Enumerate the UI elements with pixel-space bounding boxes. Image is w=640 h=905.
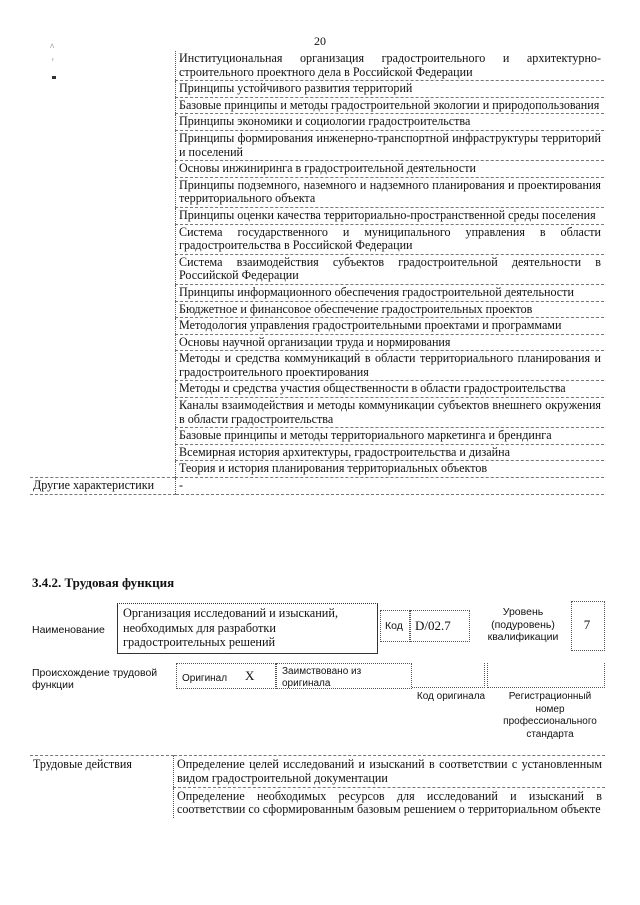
knowledge-left-cell bbox=[30, 381, 176, 398]
knowledge-row bbox=[30, 114, 604, 131]
knowledge-item: Базовые принципы и методы градостроительной экологии и природопользования bbox=[176, 97, 605, 114]
scan-mark: ^ bbox=[50, 42, 55, 52]
knowledge-left-cell bbox=[30, 461, 176, 478]
labor-actions-table bbox=[30, 755, 605, 818]
knowledge-row bbox=[30, 301, 604, 318]
reg-number-label: Регистрационный номер профессионального стандарта bbox=[503, 691, 597, 740]
code-label: Код bbox=[385, 620, 403, 632]
knowledge-left-cell bbox=[30, 161, 176, 178]
knowledge-item: Основы научной организации труда и нормирования bbox=[176, 334, 605, 351]
knowledge-row bbox=[30, 177, 604, 207]
labor-action-row bbox=[30, 756, 605, 788]
knowledge-left-cell bbox=[30, 254, 176, 284]
knowledge-row bbox=[30, 51, 604, 81]
original-mark: X bbox=[245, 668, 255, 683]
knowledge-item: Система взаимодействия субъектов градостроительной деятельности в Российской Федерации bbox=[176, 254, 605, 284]
knowledge-item: Методология управления градостроительными проектами и программами bbox=[176, 318, 605, 335]
knowledge-row bbox=[30, 130, 604, 160]
knowledge-left-cell bbox=[30, 97, 176, 114]
name-label: Наименование bbox=[32, 624, 105, 636]
knowledge-row bbox=[30, 81, 604, 98]
knowledge-item: Всемирная история архитектуры, градостроительства и дизайна bbox=[176, 444, 605, 461]
labor-action-item: Определение целей исследований и изысканий в соответствии с установленным видом градостроительной документации bbox=[174, 756, 606, 788]
labor-actions-body bbox=[30, 756, 605, 819]
knowledge-row bbox=[30, 461, 604, 478]
code-value: D/02.7 bbox=[415, 618, 451, 633]
knowledge-row bbox=[30, 381, 604, 398]
knowledge-left-cell bbox=[30, 318, 176, 335]
knowledge-row bbox=[30, 428, 604, 445]
knowledge-row bbox=[30, 444, 604, 461]
knowledge-item: Теория и история планирования территориальных объектов bbox=[176, 461, 605, 478]
borrowed-label: Заимствовано из оригинала bbox=[282, 666, 362, 689]
qualification-level-value: 7 bbox=[583, 617, 591, 632]
labor-action-item: Определение необходимых ресурсов для исследований и изысканий в соответствии со сформированным базовым решением о территориальном объекте bbox=[174, 787, 606, 818]
knowledge-item: Система государственного и муниципального управления в области градостроительства в Российской Федерации bbox=[176, 224, 605, 254]
labor-action-row bbox=[30, 787, 605, 818]
knowledge-left-cell bbox=[30, 130, 176, 160]
origin-label: Происхождение трудовой функции bbox=[32, 667, 158, 691]
knowledge-left-cell bbox=[30, 207, 176, 224]
knowledge-item: Принципы экономики и социологии градостроительства bbox=[176, 114, 605, 131]
knowledge-item: Базовые принципы и методы территориального маркетинга и брендинга bbox=[176, 428, 605, 445]
knowledge-item: Принципы устойчивого развития территорий bbox=[176, 81, 605, 98]
knowledge-row bbox=[30, 351, 604, 381]
knowledge-left-cell bbox=[30, 284, 176, 301]
other-characteristics-value: - bbox=[176, 478, 605, 495]
labor-actions-left-cell bbox=[30, 787, 174, 818]
knowledge-left-cell bbox=[30, 51, 176, 81]
knowledge-item: Принципы подземного, наземного и надземного планирования и проектирования территориального объекта bbox=[176, 177, 605, 207]
knowledge-left-cell bbox=[30, 301, 176, 318]
knowledge-item: Методы и средства участия общественности в области градостроительства bbox=[176, 381, 605, 398]
knowledge-row bbox=[30, 161, 604, 178]
section-title: 3.4.2. Трудовая функция bbox=[32, 575, 175, 590]
knowledge-item: Бюджетное и финансовое обеспечение градостроительных проектов bbox=[176, 301, 605, 318]
page-number: 20 bbox=[314, 34, 326, 48]
knowledge-row bbox=[30, 207, 604, 224]
code-original-label: Код оригинала bbox=[416, 691, 486, 702]
knowledge-table bbox=[30, 51, 604, 495]
knowledge-left-cell bbox=[30, 398, 176, 428]
knowledge-row bbox=[30, 284, 604, 301]
knowledge-item: Каналы взаимодействия и методы коммуникации субъектов внешнего окружения в области градостроительства bbox=[176, 398, 605, 428]
qualification-level-label: Уровень (подуровень) квалификации bbox=[487, 606, 559, 643]
knowledge-item: Методы и средства коммуникаций в области территориального планирования и градостроительного проектирования bbox=[176, 351, 605, 381]
labor-actions-label: Трудовые действия bbox=[30, 756, 174, 788]
knowledge-left-cell bbox=[30, 114, 176, 131]
original-label: Оригинал bbox=[182, 673, 228, 684]
other-characteristics-label: Другие характеристики bbox=[30, 478, 176, 495]
knowledge-item: Институциональная организация градостроительного и архитектурно-строительного проектного дела в Российской Федерации bbox=[176, 51, 605, 81]
knowledge-left-cell bbox=[30, 444, 176, 461]
knowledge-row bbox=[30, 97, 604, 114]
knowledge-left-cell bbox=[30, 177, 176, 207]
knowledge-left-cell bbox=[30, 81, 176, 98]
knowledge-left-cell bbox=[30, 224, 176, 254]
name-value: Организация исследований и изысканий, необходимых для разработки градостроительных решений bbox=[123, 606, 339, 649]
knowledge-left-cell bbox=[30, 428, 176, 445]
reg-number-box bbox=[487, 663, 605, 688]
knowledge-row bbox=[30, 334, 604, 351]
knowledge-row bbox=[30, 398, 604, 428]
knowledge-left-cell bbox=[30, 351, 176, 381]
knowledge-row bbox=[30, 224, 604, 254]
knowledge-row bbox=[30, 254, 604, 284]
knowledge-item: Принципы оценки качества территориально-пространственной среды поселения bbox=[176, 207, 605, 224]
knowledge-row bbox=[30, 318, 604, 335]
knowledge-item: Принципы формирования инженерно-транспортной инфраструктуры территорий и поселений bbox=[176, 130, 605, 160]
knowledge-item: Основы инжиниринга в градостроительной деятельности bbox=[176, 161, 605, 178]
scan-mark: ' bbox=[52, 57, 54, 67]
knowledge-item: Принципы информационного обеспечения градостроительной деятельности bbox=[176, 284, 605, 301]
code-original-box bbox=[412, 663, 485, 688]
knowledge-left-cell bbox=[30, 334, 176, 351]
other-characteristics-row bbox=[30, 478, 604, 495]
knowledge-table-body bbox=[30, 51, 604, 494]
